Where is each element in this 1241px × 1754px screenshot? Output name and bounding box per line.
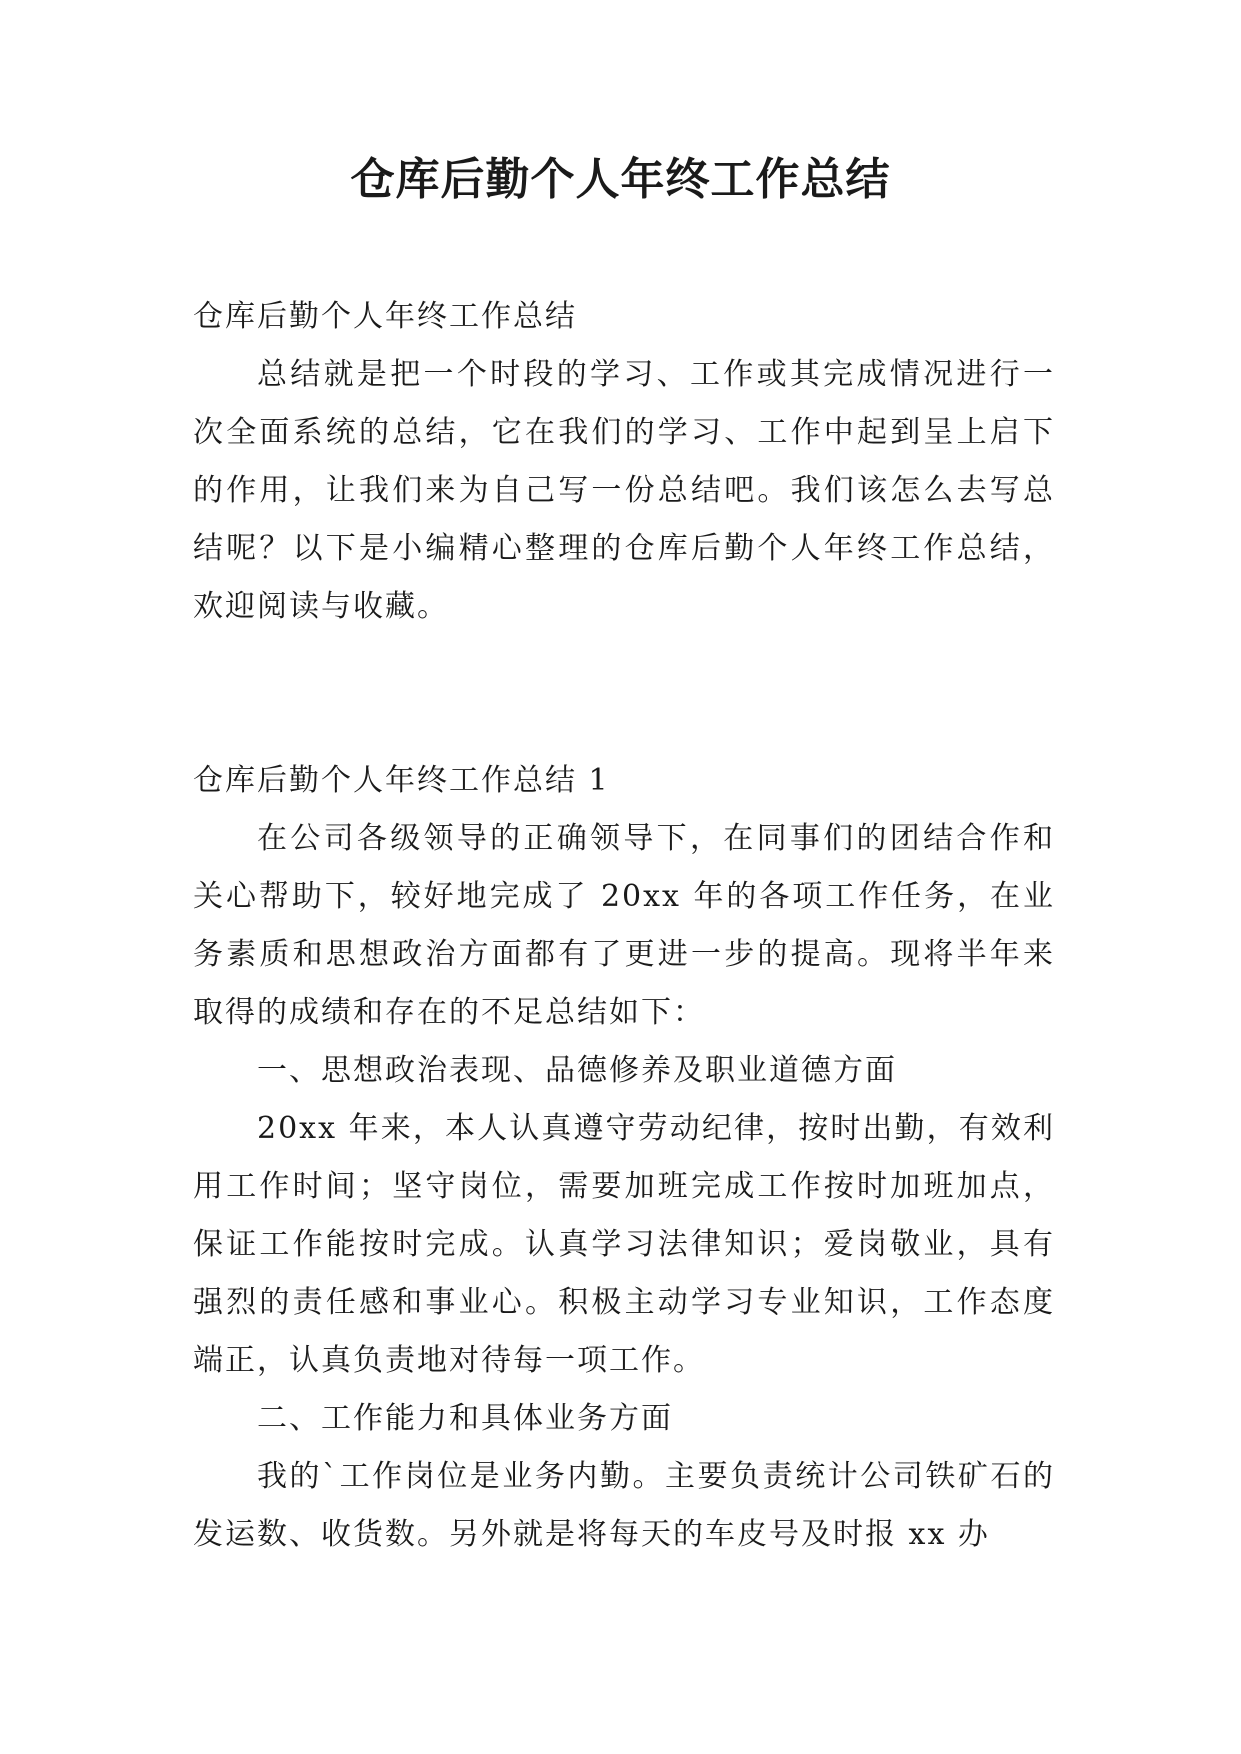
section-heading: 仓库后勤个人年终工作总结 1 — [193, 763, 610, 798]
intro-heading: 仓库后勤个人年终工作总结 — [193, 299, 577, 334]
document-title: 仓库后勤个人年终工作总结 — [350, 154, 891, 205]
section-spacer — [193, 636, 1055, 752]
subsection-heading: 一、思想政治表现、品德修养及职业道德方面 — [257, 1053, 897, 1088]
body-paragraph: 20xx 年来，本人认真遵守劳动纪律，按时出勤，有效利用工作时间；坚守岗位，需要加班完成工作按时加班加点，保证工作能按时完成。认真学习法律知识；爱岗敬业，具有强烈的责任感和事业心。积极主动学习专业知识，工作态度端正，认真负责地对待每一项工作。 — [193, 1111, 1055, 1378]
body-paragraph: 在公司各级领导的正确领导下，在同事们的团结合作和关心帮助下，较好地完成了 20xx 年的各项工作任务，在业务素质和思想政治方面都有了更进一步的提高。现将半年来取得的成绩和存在的不足总结如下： — [193, 821, 1055, 1030]
subsection-heading: 二、工作能力和具体业务方面 — [257, 1401, 673, 1436]
document-body — [193, 288, 1055, 1564]
intro-paragraph: 总结就是把一个时段的学习、工作或其完成情况进行一次全面系统的总结，它在我们的学习、工作中起到呈上启下的作用，让我们来为自己写一份总结吧。我们该怎么去写总结呢？以下是小编精心整理的仓库后勤个人年终工作总结，欢迎阅读与收藏。 — [193, 357, 1055, 624]
body-paragraph: 我的`工作岗位是业务内勤。主要负责统计公司铁矿石的发运数、收货数。另外就是将每天的车皮号及时报 xx 办 — [193, 1459, 1055, 1552]
